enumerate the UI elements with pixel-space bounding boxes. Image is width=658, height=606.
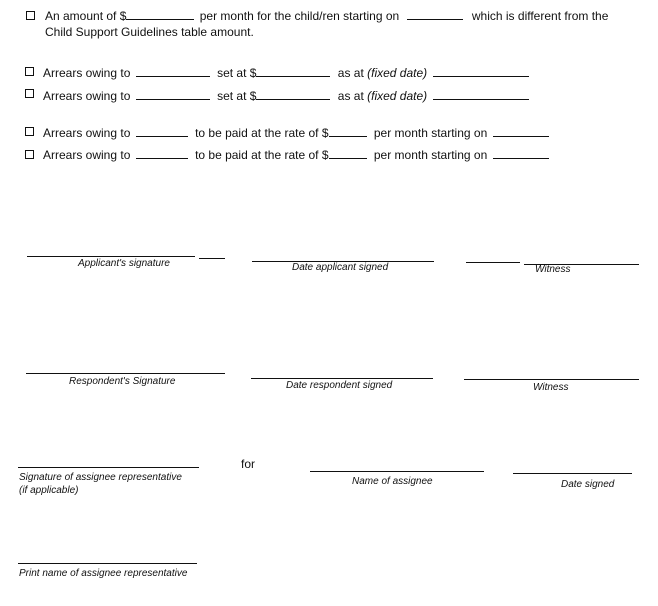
respondent-witness-label: Witness <box>533 382 569 393</box>
arrears-rate-row-1 <box>43 126 549 140</box>
arrears-fixed-row-1 <box>43 66 529 80</box>
arrears-rate-owing-field[interactable] <box>136 148 188 159</box>
arrears-rate-amount-field[interactable] <box>329 148 367 159</box>
arrears-rate-owing-field[interactable] <box>136 126 188 137</box>
assignee-name-line[interactable] <box>310 471 484 472</box>
if-applicable-label: (if applicable) <box>19 485 79 496</box>
amount-mid: per month for the child/ren starting on <box>199 9 400 23</box>
print-name-line[interactable] <box>18 563 197 564</box>
arrears-rate-row-2 <box>43 148 549 162</box>
arrears-fixed-as-at: as at <box>337 66 364 80</box>
arrears-rate-checkbox-1[interactable] <box>25 127 34 136</box>
arrears-fixed-fixed-date: (fixed date) <box>367 66 428 80</box>
arrears-fixed-prefix: Arrears owing to <box>43 66 131 80</box>
arrears-fixed-prefix: Arrears owing to <box>43 89 131 103</box>
amount-suffix: which is different from the <box>471 9 609 23</box>
arrears-fixed-mid: set at $ <box>217 66 257 80</box>
for-label: for <box>241 457 256 471</box>
arrears-rate-checkbox-2[interactable] <box>25 150 34 159</box>
arrears-fixed-as-at: as at <box>337 89 364 103</box>
applicant-signature-label: Applicant's signature <box>78 258 170 269</box>
arrears-fixed-amount-field[interactable] <box>256 89 330 100</box>
arrears-fixed-amount-field[interactable] <box>256 66 330 77</box>
arrears-rate-start-field[interactable] <box>493 148 549 159</box>
arrears-fixed-mid: set at $ <box>217 89 257 103</box>
date-signed-line[interactable] <box>513 473 632 474</box>
respondent-date-label: Date respondent signed <box>286 380 393 391</box>
amount-line-1 <box>45 9 608 23</box>
respondent-signature-label: Respondent's Signature <box>69 376 176 387</box>
arrears-rate-prefix: Arrears owing to <box>43 148 131 162</box>
arrears-rate-amount-field[interactable] <box>329 126 367 137</box>
applicant-date-label: Date applicant signed <box>292 262 389 273</box>
arrears-fixed-owing-field[interactable] <box>136 89 210 100</box>
date-signed-label: Date signed <box>561 479 615 490</box>
respondent-date-line[interactable] <box>251 378 433 379</box>
arrears-fixed-row-2 <box>43 89 529 103</box>
applicant-witness-label: Witness <box>535 264 571 275</box>
amount-line-2: Child Support Guidelines table amount. <box>45 25 254 39</box>
arrears-rate-prefix: Arrears owing to <box>43 126 131 140</box>
arrears-rate-start-field[interactable] <box>493 126 549 137</box>
applicant-witness-line[interactable] <box>466 262 520 263</box>
amount-checkbox[interactable] <box>26 11 35 20</box>
arrears-fixed-fixed-date: (fixed date) <box>367 89 428 103</box>
arrears-fixed-owing-field[interactable] <box>136 66 210 77</box>
amount-prefix: An amount of $ <box>45 9 127 23</box>
arrears-fixed-date-field[interactable] <box>433 66 529 77</box>
arrears-rate-mid: to be paid at the rate of $ <box>195 126 329 140</box>
arrears-rate-mid: to be paid at the rate of $ <box>195 148 329 162</box>
amount-start-date-field[interactable] <box>407 9 463 20</box>
arrears-fixed-checkbox-2[interactable] <box>25 89 34 98</box>
arrears-rate-suffix: per month starting on <box>373 126 488 140</box>
assignee-rep-signature-label: Signature of assignee representative <box>19 472 182 483</box>
arrears-fixed-checkbox-1[interactable] <box>25 67 34 76</box>
arrears-fixed-date-field[interactable] <box>433 89 529 100</box>
print-name-label: Print name of assignee representative <box>19 568 188 579</box>
assignee-name-label: Name of assignee <box>352 476 433 487</box>
applicant-signature-line[interactable] <box>27 256 195 257</box>
respondent-witness-line[interactable] <box>464 379 639 380</box>
amount-field[interactable] <box>126 9 194 20</box>
arrears-rate-suffix: per month starting on <box>373 148 488 162</box>
applicant-signature-line-tail <box>199 258 225 259</box>
assignee-rep-signature-line[interactable] <box>18 467 199 468</box>
respondent-signature-line[interactable] <box>26 373 225 374</box>
